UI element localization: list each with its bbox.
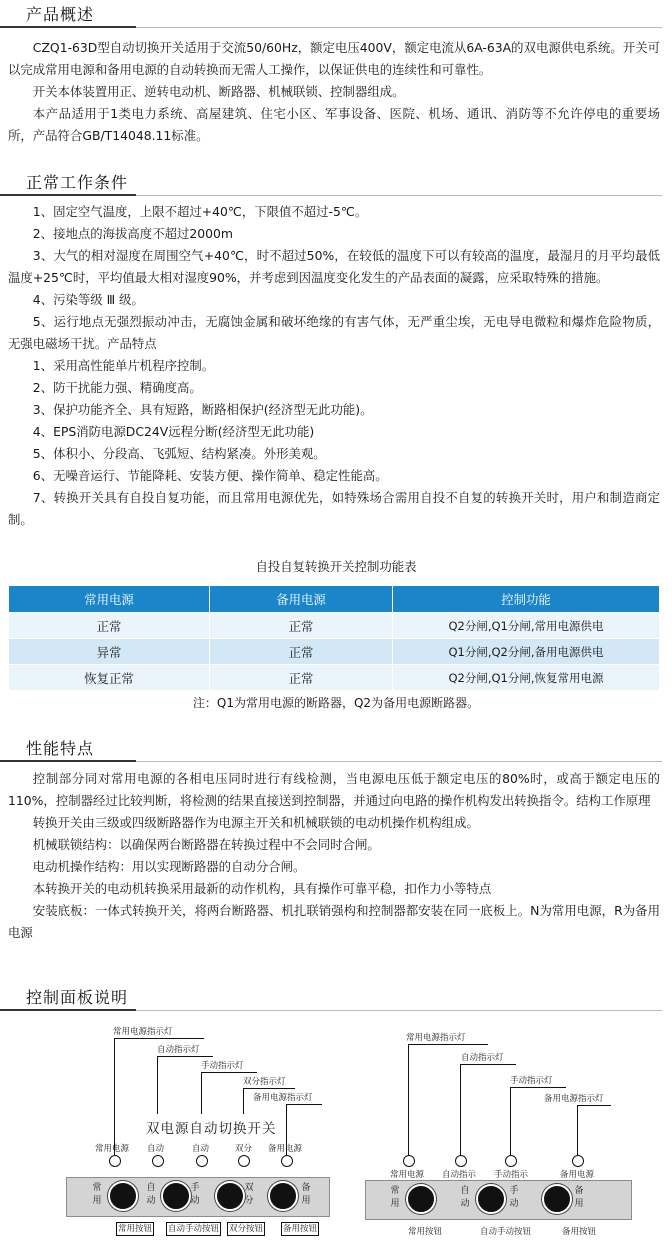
indicator-label: 自动 — [192, 1144, 210, 1154]
indicator-label: 常用电源 — [390, 1170, 425, 1180]
leader-line — [510, 1087, 511, 1156]
leader-line — [408, 1044, 488, 1045]
button-label: 自 动 — [146, 1183, 156, 1206]
paragraph: 7、转换开关具有自投自复功能，而且常用电源优先，如特殊场合需用自投不自复的转换开关时，用户和制造商定制。 — [8, 490, 660, 527]
section-panel-title — [0, 983, 662, 1011]
callout-label: 常用电源指示灯 — [113, 1027, 173, 1037]
bottom-label: 常用按钮 — [118, 1224, 153, 1234]
paragraph: 4、EPS消防电源DC24V远程分断(经济型无此功能) — [32, 424, 315, 439]
button-label: 备 用 — [574, 1186, 584, 1209]
leader-line — [577, 1105, 611, 1106]
performance-body — [8, 768, 660, 944]
callout-label: 手动指示灯 — [510, 1076, 553, 1086]
leader-line — [408, 1044, 409, 1156]
manual-button[interactable] — [215, 1181, 245, 1211]
paragraph: 电动机操作结构：用以实现断路器的自动分合闸。 — [32, 859, 306, 874]
paragraph: 1、采用高性能单片机程序控制。 — [32, 358, 215, 373]
indicator-label: 自动 — [147, 1144, 165, 1154]
indicator-lamp — [196, 1155, 208, 1167]
button-label: 自 动 — [460, 1186, 470, 1209]
callout-label: 自动指示灯 — [157, 1045, 200, 1055]
indicator-lamp — [238, 1155, 250, 1167]
section-title-text: 产品概述 — [26, 5, 95, 24]
paragraph: 本转换开关的电动机转换采用最新的动作机构，具有操作可靠平稳，扣作力小等特点 — [32, 881, 492, 896]
cell: Q2分闸,Q1分闸,恢复常用电源 — [393, 665, 660, 691]
cell: 恢复正常 — [9, 665, 210, 691]
backup-button[interactable] — [542, 1184, 572, 1214]
leader-line — [286, 1104, 322, 1105]
indicator-label: 自动指示 — [442, 1170, 477, 1180]
leader-line — [201, 1072, 257, 1073]
indicator-lamp — [281, 1155, 293, 1167]
button-label: 常 用 — [390, 1186, 400, 1209]
leader-line — [114, 1038, 204, 1039]
header-backup: 备用电源 — [210, 586, 393, 613]
indicator-label: 手动指示 — [494, 1170, 529, 1180]
cell: 正常 — [210, 639, 393, 665]
indicator-label: 备用电源 — [560, 1170, 595, 1180]
paragraph: 转换开关由三级或四级断路器作为电源主开关和机械联锁的电动机操作机构组成。 — [32, 815, 479, 830]
button-label: 手 动 — [190, 1183, 200, 1206]
right-panel-diagram — [340, 1015, 672, 1244]
table-note: 注：Q1为常用电源的断路器，Q2为备用电源断路器。 — [192, 696, 480, 710]
indicator-lamp — [455, 1155, 467, 1167]
control-function-table — [8, 585, 660, 691]
overview-body — [8, 37, 660, 147]
indicator-lamp — [505, 1155, 517, 1167]
callout-label: 常用电源指示灯 — [406, 1033, 466, 1043]
section-conditions-title — [0, 168, 662, 196]
title-underline-mark — [0, 194, 136, 196]
section-overview-title — [0, 0, 662, 28]
button-label: 双 分 — [244, 1183, 254, 1206]
bottom-label: 双分按钮 — [229, 1224, 264, 1234]
leader-line — [114, 1038, 115, 1155]
cell: Q1分闸,Q2分闸,备用电源供电 — [393, 639, 660, 665]
paragraph: 4、污染等级 Ⅲ 级。 — [32, 292, 144, 307]
paragraph: 5、运行地点无强烈振动冲击，无腐蚀金属和破坏绝缘的有害气体，无严重尘埃，无电导电微粒和爆炸危险物质，无强电磁场干扰。产品特点 — [8, 314, 660, 351]
table-row — [9, 613, 660, 639]
paragraph: 1、固定空气温度，上限不超过+40℃，下限值不超过-5℃。 — [32, 204, 368, 219]
table-caption: 自投自复转换开关控制功能表 — [255, 559, 417, 574]
double-off-button[interactable] — [268, 1181, 298, 1211]
leader-line — [460, 1064, 461, 1156]
title-underline-mark — [0, 26, 136, 28]
table-row — [9, 665, 660, 691]
callout-label: 自动指示灯 — [461, 1053, 504, 1063]
leader-line — [157, 1056, 158, 1114]
cell: 异常 — [9, 639, 210, 665]
paragraph: 2、防干扰能力强、精确度高。 — [32, 380, 202, 395]
bottom-label: 自动手动按钮 — [480, 1227, 532, 1237]
bottom-label: 自动手动按钮 — [168, 1224, 220, 1234]
primary-button[interactable] — [406, 1184, 436, 1214]
bottom-label: 备用按钮 — [562, 1227, 597, 1237]
leader-line — [243, 1088, 244, 1114]
indicator-lamp — [152, 1155, 164, 1167]
leader-line — [460, 1064, 516, 1065]
paragraph: 本产品适用于1类电力系统、高屋建筑、住宅小区、军事设备、医院、机场、通讯、消防等不允许停电的重要场所，产品符合GB/T14048.11标准。 — [8, 106, 660, 143]
leader-line — [157, 1056, 213, 1057]
title-underline-mark — [0, 1009, 136, 1011]
button-label: 常 用 — [92, 1183, 102, 1206]
callout-label: 手动指示灯 — [201, 1061, 244, 1071]
paragraph: 5、体积小、分段高、飞弧短、结构紧凑。外形美观。 — [32, 446, 326, 461]
leader-line — [201, 1072, 202, 1114]
cell: Q2分闸,Q1分闸,常用电源供电 — [393, 613, 660, 639]
left-panel-diagram — [0, 1015, 340, 1244]
callout-label: 双分指示灯 — [243, 1077, 286, 1087]
paragraph: 安装底板：一体式转换开关，将两台断路器、机扎联销强构和控制器都安装在同一底板上。N为常用电源，R为备用电源 — [8, 903, 660, 940]
paragraph: 控制部分同对常用电源的各相电压同时进行有线检测，当电源电压低于额定电压的80%时，或高于额定电压的110%，控制器经过比较判断，将检测的结果直接送到控制器，并通过向电路的操作机构发出转换指令。结构工作原理 — [8, 771, 660, 808]
bottom-label: 备用按钮 — [283, 1224, 318, 1234]
indicator-lamp — [572, 1155, 584, 1167]
cell: 正常 — [210, 613, 393, 639]
callout-label: 备用电源指示灯 — [544, 1094, 604, 1104]
paragraph: 机械联锁结构：以确保两台断路器在转换过程中不会同时合闸。 — [32, 837, 380, 852]
section-title-text: 控制面板说明 — [26, 988, 129, 1007]
paragraph: 3、保护功能齐全、具有短路，断路相保护(经济型无此功能)。 — [32, 402, 373, 417]
bottom-label: 常用按钮 — [408, 1227, 443, 1237]
section-title-text: 性能特点 — [26, 739, 95, 758]
indicator-label: 备用电源 — [268, 1144, 303, 1154]
paragraph: 6、无噪音运行、节能降耗、安装方便、操作简单、稳定性能高。 — [32, 468, 388, 483]
cell: 正常 — [9, 613, 210, 639]
table-header-row — [9, 586, 660, 613]
title-underline-mark — [0, 760, 136, 762]
panel-big-title: 双电源自动切换开关 — [146, 1121, 277, 1137]
button-label: 备 用 — [301, 1183, 311, 1206]
button-label: 手 动 — [509, 1186, 519, 1209]
leader-line — [510, 1087, 566, 1088]
leader-line — [577, 1105, 578, 1156]
section-performance-title — [0, 734, 662, 762]
indicator-lamp — [403, 1155, 415, 1167]
table-row — [9, 639, 660, 665]
callout-label: 备用电源指示灯 — [253, 1093, 313, 1103]
conditions-body — [8, 201, 660, 531]
paragraph: 2、接地点的海拔高度不超过2000m — [32, 226, 233, 241]
indicator-lamp — [109, 1155, 121, 1167]
indicator-label: 双分 — [235, 1144, 253, 1154]
section-title-text: 正常工作条件 — [26, 173, 129, 192]
indicator-label: 常用电源 — [95, 1144, 130, 1154]
cell: 正常 — [210, 665, 393, 691]
auto-button[interactable] — [161, 1181, 191, 1211]
paragraph: 3、大气的相对湿度在周围空气+40℃，时不超过50%，在较低的温度下可以有较高的温度，最湿月的月平均最低温度+25℃时，平均值最大相对湿度90%，并考虑到因温度变化发生的产品表面的凝露，应采取特殊的措施。 — [8, 248, 660, 285]
header-primary: 常用电源 — [9, 586, 210, 613]
paragraph: 开关本体装置用正、逆转电动机、断路器、机械联锁、控制器组成。 — [32, 84, 405, 99]
header-function: 控制功能 — [393, 586, 660, 613]
paragraph: CZQ1-63D型自动切换开关适用于交流50/60Hz，额定电压400V，额定电流从6A-63A的双电源供电系统。开关可以完成常用电源和备用电源的自动转换而无需人工操作，以保证供电的连续性和可靠性。 — [8, 40, 660, 77]
leader-line — [243, 1088, 295, 1089]
auto-manual-button[interactable] — [476, 1184, 506, 1214]
primary-button[interactable] — [108, 1181, 138, 1211]
